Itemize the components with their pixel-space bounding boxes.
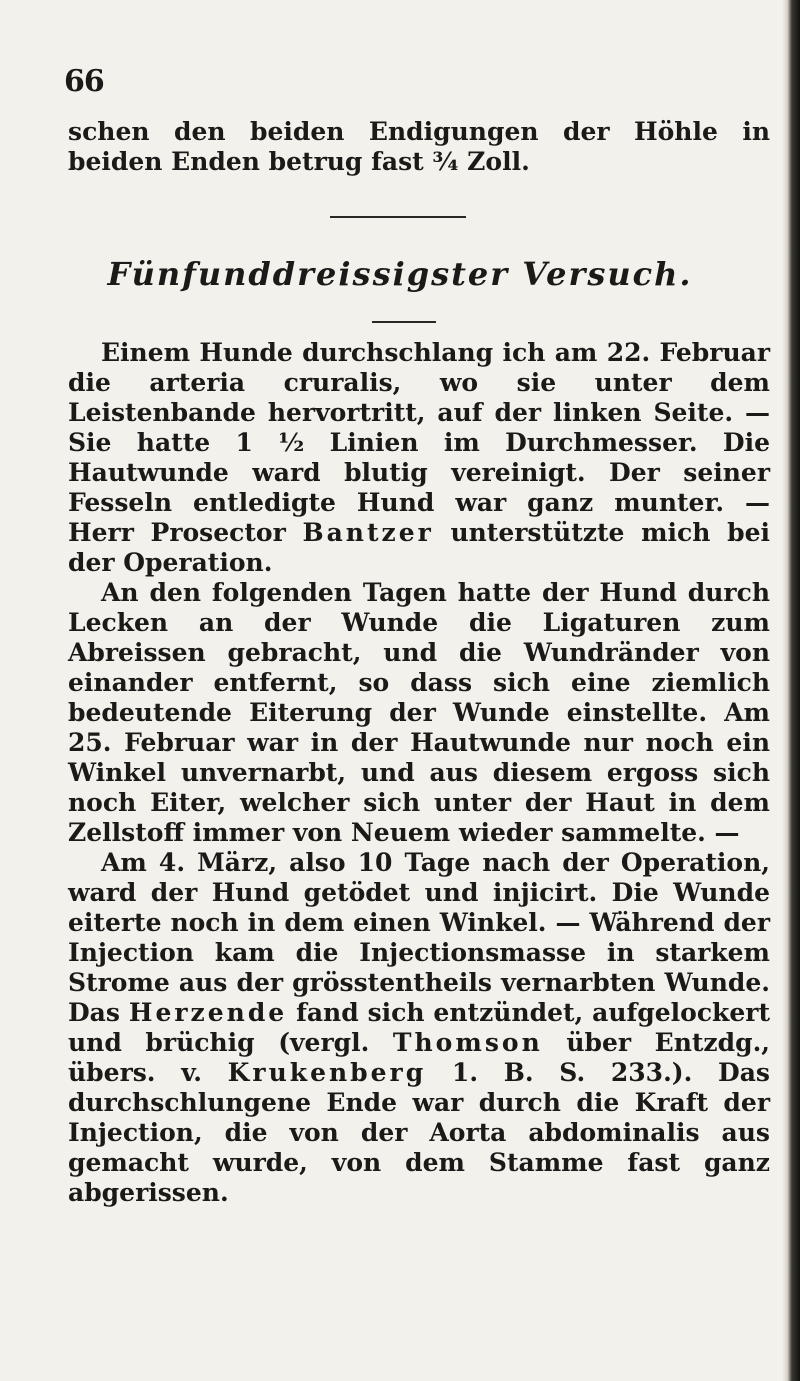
binding-edge xyxy=(782,0,800,1381)
section-divider xyxy=(330,216,466,218)
paragraph-3-text-middle-2: über Entzdg., übers. v. xyxy=(68,1028,770,1087)
paragraph-3-text-middle: fand sich entzündet, aufgelockert und brüchig (vergl. xyxy=(68,998,770,1057)
lead-text: schen den beiden Endigungen der Höhle in beiden Enden betrug fast ¾ Zoll. xyxy=(68,117,770,176)
page-number: 66 xyxy=(64,64,104,99)
lead-paragraph xyxy=(68,117,770,177)
name-thomson: Thomson xyxy=(392,1028,543,1057)
heading-underline xyxy=(372,321,436,323)
paragraph-1-text-after: unterstützte mich bei der Operation. xyxy=(68,518,770,577)
name-bantzer: Bantzer xyxy=(302,518,434,547)
paragraph-3-text-after: 1. B. S. 233.). Das durchschlungene Ende war durch die Kraft der Injection, die von der Aorta abdominalis aus gemacht wurde, von dem Stamme fast ganz abgerissen. xyxy=(68,1058,770,1207)
section-heading: Fünfunddreissigster Versuch. xyxy=(107,255,693,293)
paragraph-3 xyxy=(68,848,770,1208)
paragraph-1 xyxy=(68,338,770,578)
paragraph-3-text-before: Am 4. März, also 10 Tage nach der Operation, ward der Hund getödet und injicirt. Die Wunde eiterte noch in dem einen Winkel. — Während der Injection kam die Injectionsmasse in starkem Strome aus der grösstentheils vernarbten Wunde. Das xyxy=(68,848,770,1027)
paragraph-1-text-before: Einem Hunde durchschlang ich am 22. Februar die arteria cruralis, wo sie unter dem Leistenbande hervortritt, auf der linken Seite. — Sie hatte 1 ½ Linien im Durchmesser. Die Hautwunde ward blutig vereinigt. Der seiner Fesseln entledigte Hund war ganz munter. — Herr Prosector xyxy=(68,338,770,547)
term-herzende: Herzende xyxy=(128,998,288,1027)
body-text xyxy=(68,338,770,1208)
paragraph-2: An den folgenden Tagen hatte der Hund durch Lecken an der Wunde die Ligaturen zum Abreissen gebracht, und die Wundränder von einander entfernt, so dass sich eine ziemlich bedeutende Eiterung der Wunde einstellte. Am 25. Februar war in der Hautwunde nur noch ein Winkel unvernarbt, und aus diesem ergoss sich noch Eiter, welcher sich unter der Haut in dem Zellstoff immer von Neuem wieder sammelte. — xyxy=(68,578,770,847)
name-krukenberg: Krukenberg xyxy=(227,1058,427,1087)
